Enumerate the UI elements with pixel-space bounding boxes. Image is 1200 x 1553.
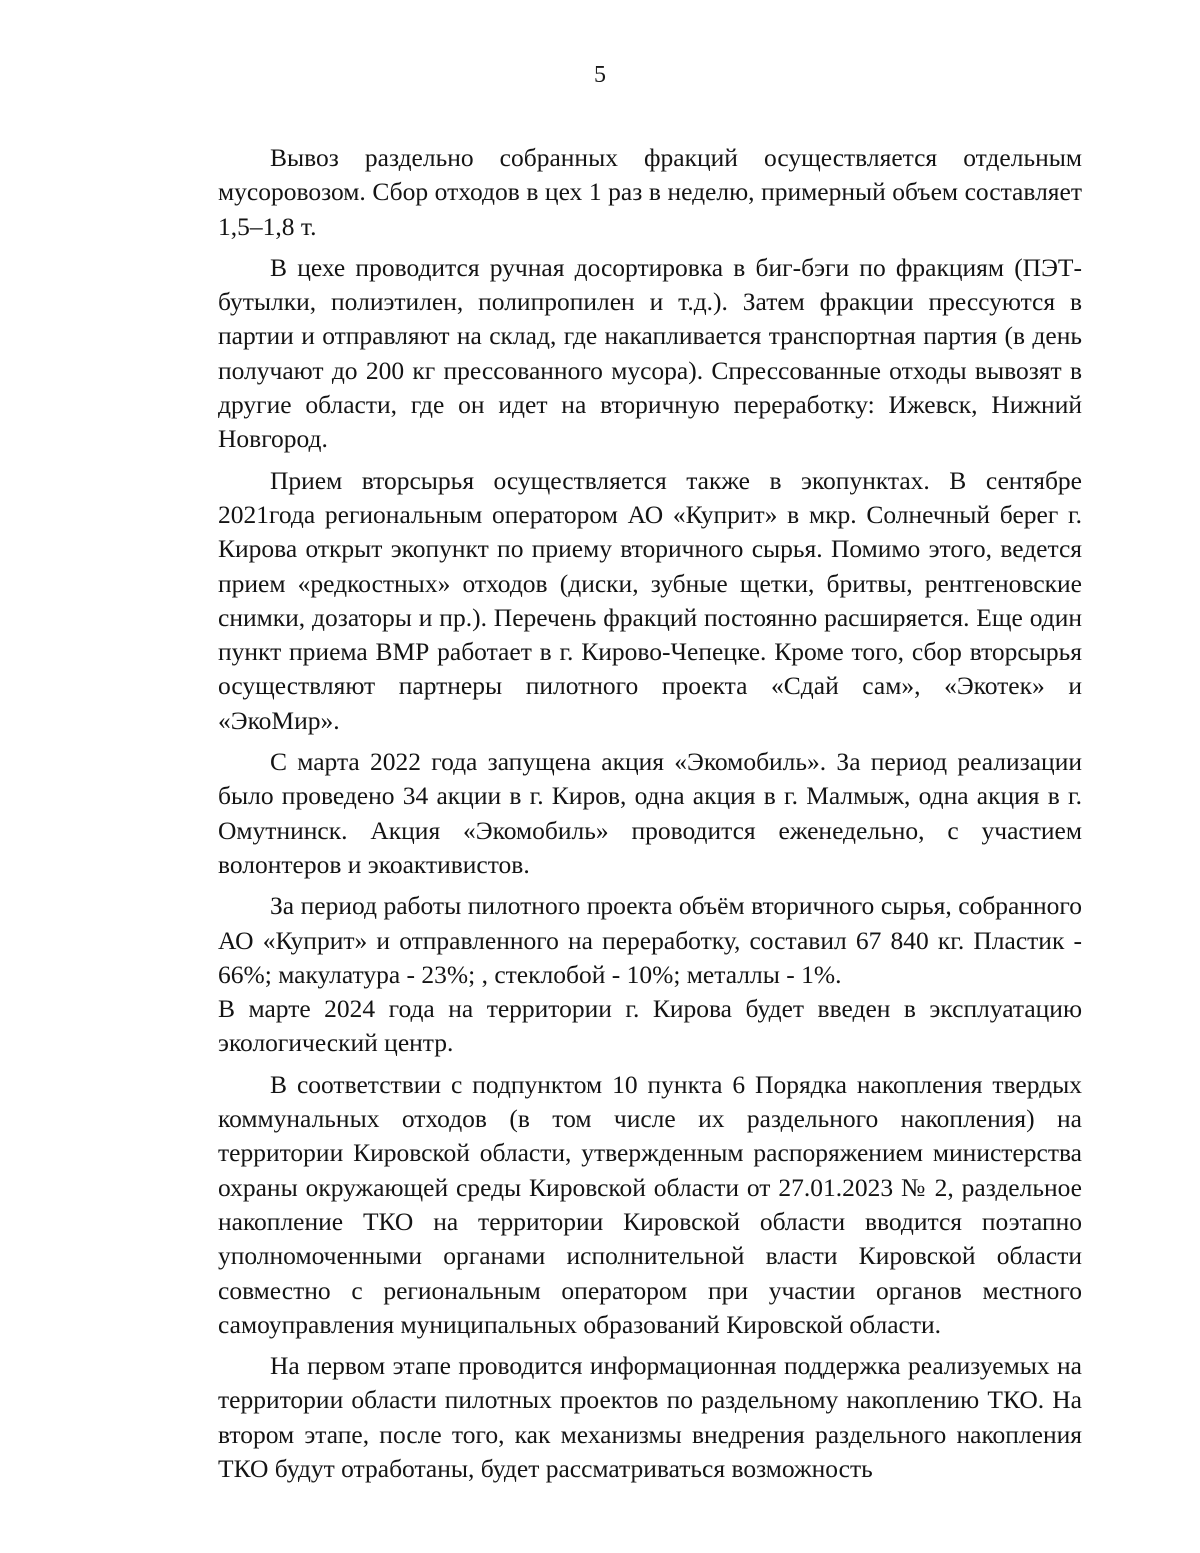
page-number: 5 (594, 62, 606, 88)
paragraph-ecomobile: С марта 2022 года запущена акция «Экомобиль». За период реализации было проведено 34 акции в г. Киров, одна акция в г. Малмыж, одна акция в г. Омутнинск. Акция «Экомобиль» проводится еженедельно, с участием волонтеров и экоактивистов. (218, 747, 1082, 879)
paragraph-regulation: В соответствии с подпунктом 10 пункта 6 Порядка накопления твердых коммунальных отходов (в том числе их раздельного накопления) на территории Кировской области, утвержденным распоряжением министерства охраны окружающей среды Кировской области от 27.01.2023 № 2, раздельное накопление ТКО на территории Кировской области вводится поэтапно уполномоченными органами исполнительной власти Кировской области совместно с региональным оператором при участии органов местного самоуправления муниципальных образований Кировской области. (218, 1069, 1082, 1339)
paragraph-waste-removal: Вывоз раздельно собранных фракций осуществляется отдельным мусоровозом. Сбор отходов в цех 1 раз в неделю, примерный объем составляет 1,5–1,8 т. (218, 143, 1082, 241)
paragraph-eco-points: Прием вторсырья осуществляется также в экопунктах. В сентябре 2021года региональным оператором АО «Куприт» в мкр. Солнечный берег г. Кирова открыт экопункт по приему вторичного сырья. Помимо этого, ведется прием «редкостных» отходов (диски, зубные щетки, бритвы, рентгеновские снимки, дозаторы и пр.). Перечень фракций постоянно расширяется. Еще один пункт приема ВМР работает в г. Кирово-Чепецке. Кроме того, сбор вторсырья осуществляют партнеры пилотного проекта «Сдай сам», «Экотек» и «ЭкоМир». (218, 465, 1082, 735)
document-body (218, 141, 1082, 1493)
paragraph-sorting-workshop: В цехе проводится ручная досортировка в биг-бэги по фракциям (ПЭТ-бутылки, полиэтилен, полипропилен и т.д.). Затем фракции прессуются в партии и отправляют на склад, где накапливается транспортная партия (в день получают до 200 кг прессованного мусора). Спрессованные отходы вывозят в другие области, где он идет на вторичную переработку: Ижевск, Нижний Новгород. (218, 252, 1082, 454)
paragraph-stages: На первом этапе проводится информационная поддержка реализуемых на территории области пилотных проектов по раздельному накоплению ТКО. На втором этапе, после того, как механизмы внедрения раздельного накопления ТКО будут отработаны, будет рассматриваться возможность (218, 1351, 1082, 1483)
paragraph-eco-center: В марте 2024 года на территории г. Кирова будет введен в эксплуатацию экологический центр. (218, 994, 1082, 1058)
paragraph-recycled-volume: За период работы пилотного проекта объём вторичного сырья, собранного АО «Куприт» и отправленного на переработку, составил 67 840 кг. Пластик - 66%; макулатура - 23%; , стеклобой - 10%; металлы - 1%. (218, 891, 1082, 989)
